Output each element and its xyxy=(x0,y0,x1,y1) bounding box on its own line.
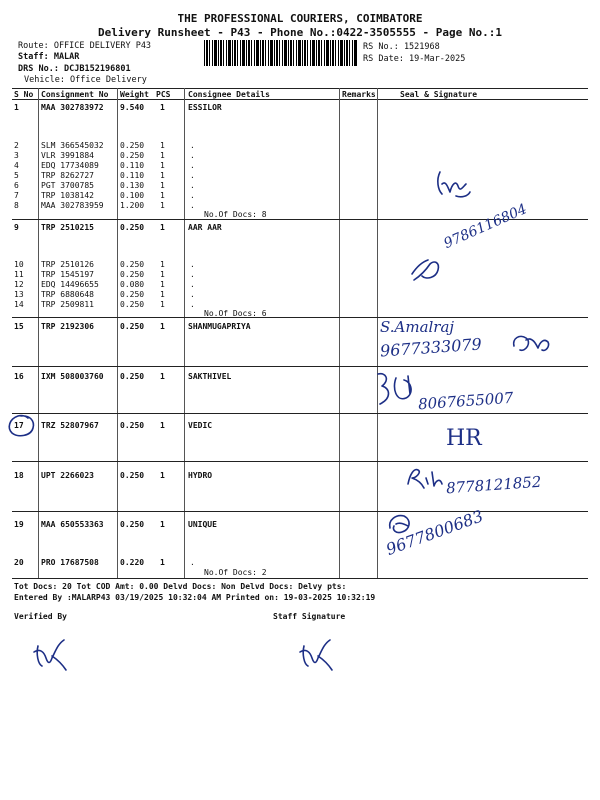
row-weight: 0.130 xyxy=(120,181,145,190)
row-consignment: TRZ 52807967 xyxy=(41,421,99,430)
row-consignee: . xyxy=(190,171,195,180)
row-weight: 1.200 xyxy=(120,201,145,210)
row-pcs: 1 xyxy=(160,260,165,269)
row-consignee: HYDRO xyxy=(188,471,213,480)
group-doc-count: No.Of Docs: 2 xyxy=(204,568,267,577)
runsheet-subtitle: Delivery Runsheet - P43 - Phone No.:0422-3505555 - Page No.:1 xyxy=(98,26,502,39)
staff-label: Staff: MALAR xyxy=(18,52,80,62)
row-consignment: TRP 2509811 xyxy=(41,300,94,309)
row-consignee: . xyxy=(190,260,195,269)
row-consignment: PGT 3700785 xyxy=(41,181,94,190)
row-sno: 13 xyxy=(14,290,24,299)
row-sno: 16 xyxy=(14,372,24,381)
totals-line: Tot Docs: 20 Tot COD Amt: 0.00 Delvd Docs: Non Delvd Docs: Delvy pts: xyxy=(14,582,347,591)
row-consignment: TRP 2192306 xyxy=(41,322,94,331)
verified-signature xyxy=(30,634,74,674)
row-consignment: TRP 1545197 xyxy=(41,270,94,279)
handwritten-name-row15: S.Amalraj xyxy=(380,318,455,336)
table-bottom-border xyxy=(12,578,588,579)
row-consignee: . xyxy=(190,270,195,279)
drs-number: DRS No.: DCJB152196801 xyxy=(18,64,131,74)
col-header-consignee: Consignee Details xyxy=(188,90,270,99)
row-pcs: 1 xyxy=(160,300,165,309)
row-consignee: SAKTHIVEL xyxy=(188,372,232,381)
group-doc-count: No.Of Docs: 6 xyxy=(204,309,267,318)
row-consignment: TRP 2510126 xyxy=(41,260,94,269)
row-consignment: UPT 2266023 xyxy=(41,471,94,480)
row-weight: 0.250 xyxy=(120,290,145,299)
row-consignee: UNIQUE xyxy=(188,520,217,529)
row-pcs: 1 xyxy=(160,421,165,430)
row-consignee: ESSILOR xyxy=(188,103,222,112)
row-consignee: . xyxy=(190,161,195,170)
group-divider xyxy=(12,413,588,414)
row-sno: 5 xyxy=(14,171,19,180)
row-pcs: 1 xyxy=(160,270,165,279)
staff-signature xyxy=(296,634,340,674)
company-title: THE PROFESSIONAL COURIERS, COIMBATORE xyxy=(177,12,423,25)
row-consignment: TRP 6880648 xyxy=(41,290,94,299)
row-sno: 20 xyxy=(14,558,24,567)
row-consignee: . xyxy=(190,300,195,309)
row-pcs: 1 xyxy=(160,372,165,381)
col-header-weight: Weight xyxy=(120,90,149,99)
signature-row18 xyxy=(404,464,446,492)
row-weight: 0.250 xyxy=(120,141,145,150)
barcode xyxy=(204,40,358,66)
row-sno: 6 xyxy=(14,181,19,190)
row-weight: 0.080 xyxy=(120,280,145,289)
row-pcs: 1 xyxy=(160,151,165,160)
row-sno: 8 xyxy=(14,201,19,210)
vehicle-label: Vehicle: Office Delivery xyxy=(24,75,147,85)
row-pcs: 1 xyxy=(160,558,165,567)
row-pcs: 1 xyxy=(160,280,165,289)
row-consignee: . xyxy=(190,280,195,289)
row-pcs: 1 xyxy=(160,290,165,299)
handwritten-phone-row19: 9677800683 xyxy=(383,506,486,559)
handwritten-initials-row17: HR xyxy=(446,426,482,451)
row-weight: 0.250 xyxy=(120,260,145,269)
row-consignment: SLM 366545032 xyxy=(41,141,104,150)
row-sno: 9 xyxy=(14,223,19,232)
row-consignee: . xyxy=(190,151,195,160)
handwritten-phone-row18: 8778121852 xyxy=(445,472,542,498)
row-weight: 0.100 xyxy=(120,191,145,200)
signature-row15 xyxy=(508,330,552,356)
row-pcs: 1 xyxy=(160,141,165,150)
row-sno: 19 xyxy=(14,520,24,529)
row-sno: 1 xyxy=(14,103,19,112)
row-consignment: TRP 2510215 xyxy=(41,223,94,232)
entered-printed-line: Entered By :MALARP43 03/19/2025 10:32:04 AM Printed on: 19-03-2025 10:32:19 xyxy=(14,593,376,602)
col-divider xyxy=(184,88,185,578)
row-consignee: . xyxy=(190,558,195,567)
row-sno: 11 xyxy=(14,270,24,279)
row-consignment: EDQ 17734089 xyxy=(41,161,99,170)
group-divider xyxy=(12,511,588,512)
handwritten-phone-group2: 9786116804 xyxy=(441,201,530,252)
row-consignment: PRO 17687508 xyxy=(41,558,99,567)
row-sno: 3 xyxy=(14,151,19,160)
col-divider xyxy=(117,88,118,578)
group-divider xyxy=(12,317,588,318)
row-pcs: 1 xyxy=(160,322,165,331)
row-consignment: VLR 3991884 xyxy=(41,151,94,160)
row-pcs: 1 xyxy=(160,520,165,529)
col-divider xyxy=(377,88,378,578)
row-consignee: VEDIC xyxy=(188,421,213,430)
row-sno: 12 xyxy=(14,280,24,289)
row-pcs: 1 xyxy=(160,191,165,200)
group-divider xyxy=(12,366,588,367)
row-consignment: IXM 508003760 xyxy=(41,372,104,381)
row-weight: 0.250 xyxy=(120,322,145,331)
row-sno: 15 xyxy=(14,322,24,331)
row-weight: 9.540 xyxy=(120,103,145,112)
rs-date: RS Date: 19-Mar-2025 xyxy=(363,54,466,64)
row-pcs: 1 xyxy=(160,201,165,210)
rs-number: RS No.: 1521968 xyxy=(363,42,440,52)
row-weight: 0.250 xyxy=(120,270,145,279)
row-consignee: . xyxy=(190,290,195,299)
signature-group2 xyxy=(408,254,448,286)
row-pcs: 1 xyxy=(160,161,165,170)
row-sno: 7 xyxy=(14,191,19,200)
col-header-seal: Seal & Signature xyxy=(400,90,478,99)
row-weight: 0.110 xyxy=(120,161,145,170)
row-consignment: TRP 1038142 xyxy=(41,191,94,200)
col-header-consignment: Consignment No xyxy=(41,90,109,99)
col-header-sno: S No xyxy=(14,90,34,99)
row-pcs: 1 xyxy=(160,223,165,232)
row-weight: 0.250 xyxy=(120,471,145,480)
row-weight: 0.250 xyxy=(120,300,145,309)
row-weight: 0.220 xyxy=(120,558,145,567)
signature-group1 xyxy=(432,166,474,202)
header-bottom-border xyxy=(12,99,588,100)
row-consignee: . xyxy=(190,181,195,190)
row-weight: 0.250 xyxy=(120,421,145,430)
row-pcs: 1 xyxy=(160,171,165,180)
row-consignee: . xyxy=(190,191,195,200)
row-weight: 0.250 xyxy=(120,151,145,160)
verified-by-label: Verified By xyxy=(14,612,67,621)
row-weight: 0.250 xyxy=(120,520,145,529)
row-sno: 2 xyxy=(14,141,19,150)
row-consignee: . xyxy=(190,141,195,150)
row-sno: 14 xyxy=(14,300,24,309)
row-consignment: MAA 650553363 xyxy=(41,520,104,529)
group-doc-count: No.Of Docs: 8 xyxy=(204,210,267,219)
handwritten-phone-row16: 8067655007 xyxy=(417,388,514,414)
table-top-border xyxy=(12,88,588,89)
row-weight: 0.250 xyxy=(120,372,145,381)
row-weight: 0.110 xyxy=(120,171,145,180)
row-pcs: 1 xyxy=(160,181,165,190)
row-pcs: 1 xyxy=(160,471,165,480)
row-consignment: EDQ 14496655 xyxy=(41,280,99,289)
row-consignment: MAA 302783959 xyxy=(41,201,104,210)
row-sno: 18 xyxy=(14,471,24,480)
signature-row16 xyxy=(372,368,424,414)
row-sno: 4 xyxy=(14,161,19,170)
row-sno: 17 xyxy=(14,421,24,430)
col-divider xyxy=(339,88,340,578)
row-consignee: SHANMUGAPRIYA xyxy=(188,322,251,331)
row-consignment: TRP 8262727 xyxy=(41,171,94,180)
col-divider xyxy=(38,88,39,578)
row-consignee: . xyxy=(190,201,195,210)
row-pcs: 1 xyxy=(160,103,165,112)
col-header-pcs: PCS xyxy=(156,90,171,99)
group-divider xyxy=(12,461,588,462)
handwritten-phone-row15: 9677333079 xyxy=(379,334,483,361)
col-header-remarks: Remarks xyxy=(342,90,376,99)
row-sno: 10 xyxy=(14,260,24,269)
row-consignment: MAA 302783972 xyxy=(41,103,104,112)
route-label: Route: OFFICE DELIVERY P43 xyxy=(18,41,152,51)
row-consignee: AAR AAR xyxy=(188,223,222,232)
row-weight: 0.250 xyxy=(120,223,145,232)
staff-signature-label: Staff Signature xyxy=(273,612,346,621)
